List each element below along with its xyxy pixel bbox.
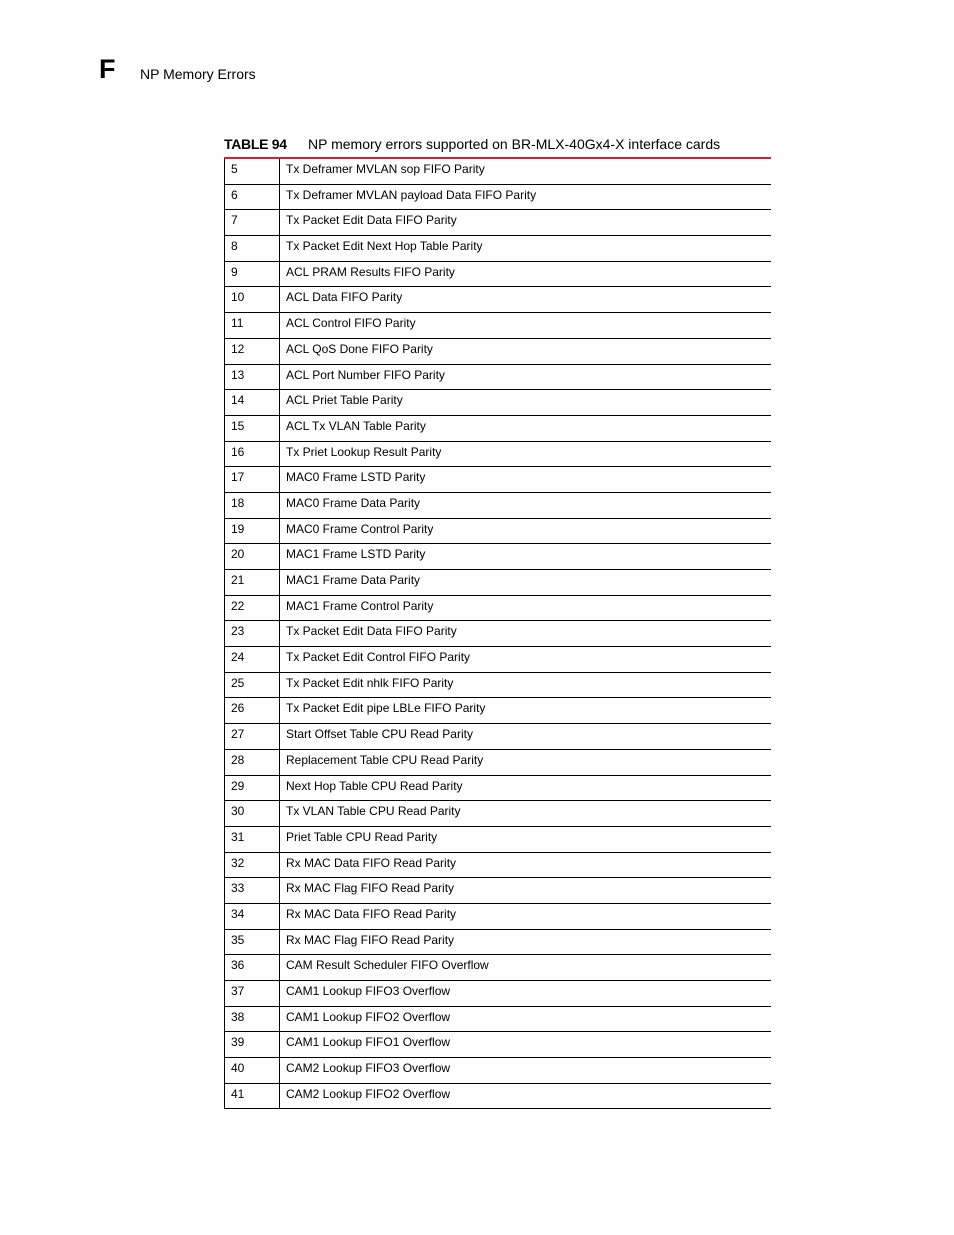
error-number-cell: 6 [225, 184, 280, 210]
error-number-cell: 22 [225, 595, 280, 621]
error-description-cell: ACL Control FIFO Parity [280, 313, 772, 339]
error-number-cell: 25 [225, 672, 280, 698]
error-number-cell: 39 [225, 1032, 280, 1058]
error-number-cell: 7 [225, 210, 280, 236]
error-description-cell: Rx MAC Flag FIFO Read Parity [280, 878, 772, 904]
error-description-cell: Tx Packet Edit nhlk FIFO Parity [280, 672, 772, 698]
table-row [225, 313, 772, 339]
table-row [225, 826, 772, 852]
table-row [225, 518, 772, 544]
error-description-cell: ACL Priet Table Parity [280, 390, 772, 416]
table-row [225, 467, 772, 493]
error-number-cell: 19 [225, 518, 280, 544]
error-description-cell: MAC0 Frame Data Parity [280, 492, 772, 518]
error-description-cell: ACL Port Number FIFO Parity [280, 364, 772, 390]
table-row [225, 929, 772, 955]
error-description-cell: ACL Tx VLAN Table Parity [280, 415, 772, 441]
error-number-cell: 5 [225, 159, 280, 184]
error-number-cell: 29 [225, 775, 280, 801]
error-number-cell: 16 [225, 441, 280, 467]
error-number-cell: 15 [225, 415, 280, 441]
error-description-cell: MAC0 Frame LSTD Parity [280, 467, 772, 493]
error-description-cell: Rx MAC Data FIFO Read Parity [280, 852, 772, 878]
error-description-cell: ACL QoS Done FIFO Parity [280, 338, 772, 364]
table-row [225, 287, 772, 313]
error-description-cell: MAC1 Frame LSTD Parity [280, 544, 772, 570]
error-description-cell: CAM1 Lookup FIFO2 Overflow [280, 1006, 772, 1032]
error-number-cell: 41 [225, 1083, 280, 1109]
table-row [225, 492, 772, 518]
section-title: NP Memory Errors [140, 66, 256, 82]
table-row [225, 903, 772, 929]
table-row [225, 698, 772, 724]
table-caption-label: TABLE 94 [224, 136, 287, 152]
error-number-cell: 36 [225, 955, 280, 981]
np-memory-errors-table [224, 159, 771, 1109]
chapter-letter: F [99, 54, 116, 84]
error-number-cell: 28 [225, 749, 280, 775]
table-row [225, 441, 772, 467]
error-description-cell: Tx Priet Lookup Result Parity [280, 441, 772, 467]
table-row [225, 1032, 772, 1058]
table-row [225, 415, 772, 441]
table-caption-text: NP memory errors supported on BR-MLX-40Gx4-X interface cards [308, 136, 721, 152]
table-container [224, 157, 771, 1112]
table-row [225, 801, 772, 827]
error-description-cell: Tx Deframer MVLAN sop FIFO Parity [280, 159, 772, 184]
error-description-cell: Tx Packet Edit Next Hop Table Parity [280, 236, 772, 262]
error-description-cell: MAC1 Frame Data Parity [280, 570, 772, 596]
error-description-cell: CAM Result Scheduler FIFO Overflow [280, 955, 772, 981]
error-number-cell: 18 [225, 492, 280, 518]
table-row [225, 749, 772, 775]
error-description-cell: ACL Data FIFO Parity [280, 287, 772, 313]
table-row [225, 1058, 772, 1084]
error-description-cell: ACL PRAM Results FIFO Parity [280, 261, 772, 287]
error-number-cell: 8 [225, 236, 280, 262]
table-row [225, 236, 772, 262]
table-row [225, 570, 772, 596]
error-description-cell: Rx MAC Flag FIFO Read Parity [280, 929, 772, 955]
error-number-cell: 37 [225, 981, 280, 1007]
table-row [225, 1006, 772, 1032]
error-number-cell: 12 [225, 338, 280, 364]
table-row [225, 724, 772, 750]
table-row [225, 621, 772, 647]
error-description-cell: Tx Packet Edit pipe LBLe FIFO Parity [280, 698, 772, 724]
error-number-cell: 10 [225, 287, 280, 313]
error-description-cell: Tx Packet Edit Control FIFO Parity [280, 647, 772, 673]
error-number-cell: 13 [225, 364, 280, 390]
error-number-cell: 24 [225, 647, 280, 673]
error-number-cell: 30 [225, 801, 280, 827]
error-description-cell: CAM1 Lookup FIFO1 Overflow [280, 1032, 772, 1058]
error-number-cell: 35 [225, 929, 280, 955]
error-description-cell: CAM1 Lookup FIFO3 Overflow [280, 981, 772, 1007]
error-description-cell: Tx VLAN Table CPU Read Parity [280, 801, 772, 827]
table-row [225, 390, 772, 416]
error-number-cell: 23 [225, 621, 280, 647]
table-row [225, 595, 772, 621]
table-row [225, 672, 772, 698]
table-row [225, 981, 772, 1007]
error-description-cell: MAC1 Frame Control Parity [280, 595, 772, 621]
error-number-cell: 33 [225, 878, 280, 904]
error-description-cell: Tx Packet Edit Data FIFO Parity [280, 621, 772, 647]
table-row [225, 955, 772, 981]
error-description-cell: Priet Table CPU Read Parity [280, 826, 772, 852]
table-caption [224, 135, 771, 153]
error-description-cell: Rx MAC Data FIFO Read Parity [280, 903, 772, 929]
error-description-cell: Next Hop Table CPU Read Parity [280, 775, 772, 801]
error-description-cell: CAM2 Lookup FIFO2 Overflow [280, 1083, 772, 1109]
error-number-cell: 26 [225, 698, 280, 724]
error-number-cell: 31 [225, 826, 280, 852]
error-description-cell: CAM2 Lookup FIFO3 Overflow [280, 1058, 772, 1084]
table-row [225, 647, 772, 673]
error-number-cell: 34 [225, 903, 280, 929]
table-row [225, 852, 772, 878]
error-number-cell: 17 [225, 467, 280, 493]
error-description-cell: Tx Packet Edit Data FIFO Parity [280, 210, 772, 236]
table-row [225, 184, 772, 210]
error-number-cell: 9 [225, 261, 280, 287]
table-row [225, 159, 772, 184]
error-description-cell: Replacement Table CPU Read Parity [280, 749, 772, 775]
error-number-cell: 40 [225, 1058, 280, 1084]
table-row [225, 775, 772, 801]
table-row [225, 338, 772, 364]
error-number-cell: 20 [225, 544, 280, 570]
error-description-cell: MAC0 Frame Control Parity [280, 518, 772, 544]
error-description-cell: Tx Deframer MVLAN payload Data FIFO Parity [280, 184, 772, 210]
error-number-cell: 21 [225, 570, 280, 596]
error-number-cell: 27 [225, 724, 280, 750]
table-row [225, 210, 772, 236]
error-description-cell: Start Offset Table CPU Read Parity [280, 724, 772, 750]
error-number-cell: 11 [225, 313, 280, 339]
table-row [225, 364, 772, 390]
error-number-cell: 32 [225, 852, 280, 878]
table-row [225, 1083, 772, 1109]
error-number-cell: 38 [225, 1006, 280, 1032]
table-row [225, 544, 772, 570]
table-row [225, 261, 772, 287]
error-number-cell: 14 [225, 390, 280, 416]
table-row [225, 878, 772, 904]
